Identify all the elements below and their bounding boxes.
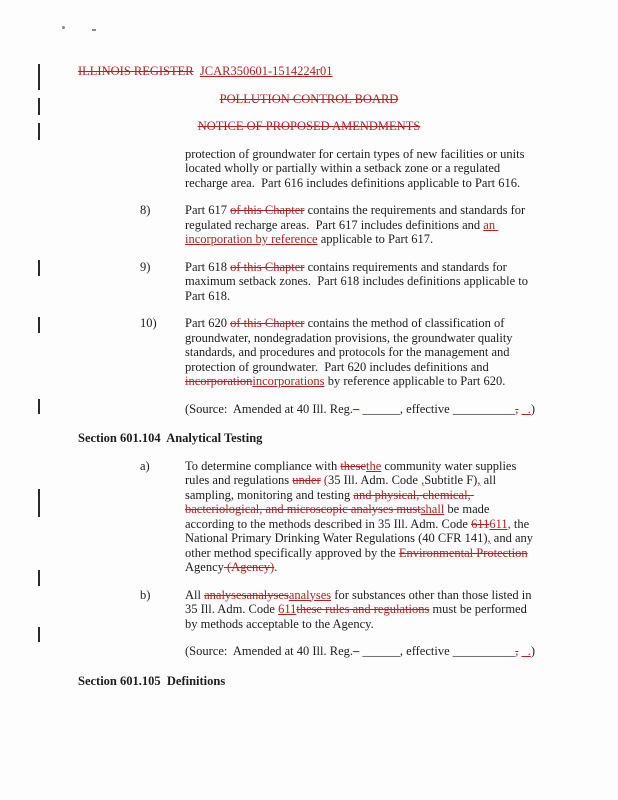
- text-run: Part 620: [185, 316, 231, 330]
- change-bar: [38, 399, 40, 414]
- text-run: .: [274, 560, 278, 574]
- inserted-text-run: JCAR350601-1514224r01: [199, 64, 333, 78]
- inserted-text-run: incorporations: [252, 374, 325, 388]
- text-run: Part 617: [185, 203, 231, 217]
- change-bar: [38, 98, 40, 115]
- item-number: a): [140, 458, 150, 473]
- text-run: protection of groundwater for certain types of new facilities or units located wholly or partially within a setback zone or a regulated recharge area. Part 616 includes definitions applicable to Part 616.: [185, 146, 528, 190]
- item-number: 8): [140, 203, 151, 217]
- text-run: applicable to Part 617.: [317, 232, 434, 246]
- list-item-9: [140, 260, 540, 304]
- inserted-text-run: _.: [521, 401, 531, 416]
- deleted-text-run: Environmental Protection: [398, 545, 528, 560]
- source-line-1: [185, 402, 540, 417]
- item-text: [185, 459, 540, 575]
- text-run: ______, effective __________: [359, 644, 516, 658]
- inserted-text-run: (: [323, 473, 329, 487]
- list-item-a: [140, 459, 540, 575]
- list-item-10: [140, 316, 540, 389]
- deleted-text-run: under: [292, 473, 321, 487]
- text-run: and any other method specifically approved by the: [185, 531, 537, 560]
- section-heading-601-104: Section 601.104 Analytical Testing: [78, 431, 263, 445]
- inserted-text-run: 611,: [489, 516, 511, 531]
- text-run: 35 Ill. Adm. Code: [328, 473, 422, 487]
- item-number: 10): [140, 316, 157, 330]
- text-run: community water supplies rules and regulations: [185, 458, 520, 487]
- deleted-text-run: incorporation: [185, 374, 253, 388]
- inserted-text-run: 611: [278, 602, 297, 616]
- deleted-text-run: analysesanalyses: [204, 587, 289, 602]
- deleted-text-run: these rules and regulations: [296, 602, 430, 616]
- scan-artifact-dot: [62, 26, 65, 29]
- section-heading-601-105: Section 601.105 Definitions: [78, 673, 226, 688]
- deleted-text-run: (Agency): [223, 560, 275, 574]
- register-header-line: [78, 64, 540, 79]
- text-run: All: [185, 587, 205, 602]
- text-run: must be performed by methods acceptable to the Agency.: [185, 602, 530, 631]
- deleted-text-run: –: [353, 401, 360, 416]
- inserted-text-run: ,: [477, 473, 481, 487]
- text-run: (Source: Amended at 40 Ill. Reg.: [185, 401, 354, 416]
- text-run: (Source: Amended at 40 Ill. Reg.: [185, 644, 354, 658]
- text-run: by reference applicable to Part 620.: [324, 374, 506, 388]
- text-run: ): [530, 401, 536, 416]
- text-run: Subtitle F): [424, 473, 478, 487]
- text-run: contains the requirements and standards for regulated recharge areas. Part 617 includes definitions and: [185, 203, 529, 232]
- board-title: [78, 92, 540, 107]
- item-text: [185, 260, 540, 304]
- deleted-text-run: NOTICE OF PROPOSED AMENDMENTS: [197, 119, 421, 133]
- item-text: [185, 588, 540, 632]
- text-run: ______, effective __________: [359, 401, 516, 416]
- source-line-2: [185, 644, 540, 659]
- deleted-text-run: –: [353, 644, 360, 658]
- change-bar: [38, 317, 40, 333]
- intro-paragraph: [185, 147, 540, 191]
- deleted-text-run: these: [340, 458, 367, 473]
- change-bar: [38, 260, 40, 276]
- inserted-text-run: _.: [521, 644, 531, 658]
- deleted-text-run: of this Chapter: [230, 316, 305, 330]
- text-run: for substances other than those listed in 35 Ill. Adm. Code: [185, 587, 535, 616]
- text-run: contains requirements and standards for maximum setback zones. Part 618 includes definitions applicable to Part 618.: [185, 259, 532, 303]
- text-run: ): [530, 644, 536, 658]
- change-bar: [38, 123, 40, 140]
- deleted-text-run: of this Chapter: [230, 203, 305, 217]
- text-run: the National Primary Drinking Water Regulations (40 CFR 141): [185, 516, 533, 545]
- deleted-text-run: ,: [515, 401, 519, 416]
- deleted-text-run: and physical, chemical, bacteriological, and microscopic analyses must: [185, 487, 474, 516]
- text-run: contains the method of classification of groundwater, nondegradation provisions, the groundwater quality standards, and procedures and protocols for the management and protection of groundwater. Part 620 includes definitions and: [185, 316, 516, 374]
- text-run: Agency: [185, 545, 531, 574]
- change-bar: [38, 627, 40, 642]
- deleted-text-run: 611: [471, 516, 490, 531]
- change-bar: [38, 489, 40, 517]
- deleted-text-run: ILLINOIS REGISTER: [78, 64, 194, 78]
- text-run: all sampling, monitoring and testing: [185, 473, 500, 502]
- page-content: [78, 0, 540, 701]
- text-run: To determine compliance with: [185, 458, 341, 473]
- notice-title: [78, 119, 540, 134]
- inserted-text-run: ,: [421, 473, 425, 487]
- deleted-text-run: of this Chapter: [230, 259, 305, 274]
- inserted-text-run: the: [366, 458, 382, 473]
- list-item-8: [140, 203, 540, 247]
- change-bar: [38, 570, 40, 586]
- text-run: be made according to the methods described in 35 Ill. Adm. Code: [185, 502, 493, 531]
- inserted-text-run: shall: [420, 502, 445, 516]
- inserted-text-run: an incorporation by reference: [185, 217, 499, 246]
- inserted-text-run: analyses: [288, 587, 332, 602]
- item-number: 9): [140, 259, 151, 274]
- deleted-text-run: POLLUTION CONTROL BOARD: [219, 91, 399, 106]
- text-run: Part 618: [185, 259, 231, 274]
- change-bar: [38, 64, 40, 90]
- deleted-text-run: ,: [515, 644, 519, 658]
- list-item-b: [140, 588, 540, 632]
- item-text: [185, 203, 540, 247]
- item-number: b): [140, 587, 151, 602]
- inserted-text-run: ,: [487, 531, 491, 545]
- item-text: [185, 316, 540, 389]
